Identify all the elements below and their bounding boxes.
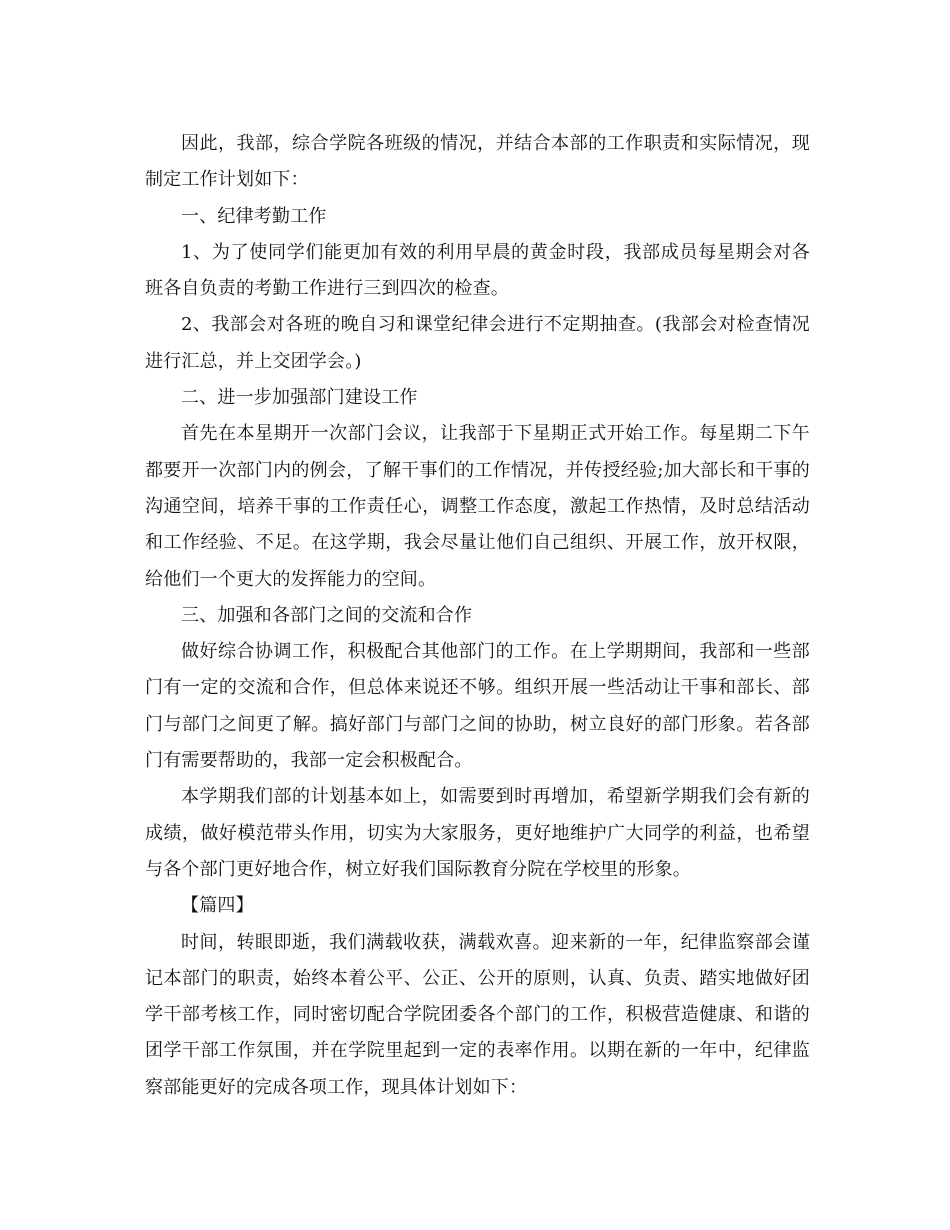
paragraph-department: 首先在本星期开一次部门会议，让我部于下星期正式开始工作。每星期二下午都要开一次部门内的例会，了解干事们的工作情况，并传授经验;加大部长和干事的沟通空间，培养干事的工作责任心，调整工作态度，激起工作热情，及时总结活动和工作经验、不足。在这学期，我会尽量让他们自己组织、开展工作，放开权限，给他们一个更大的发挥能力的空间。: [145, 423, 810, 590]
part-heading-four: 【篇四】: [181, 895, 254, 917]
section-heading-cooperation: 三、加强和各部门之间的交流和合作: [181, 604, 473, 626]
document-body: [145, 126, 810, 1106]
section-heading-department: 二、进一步加强部门建设工作: [181, 387, 418, 409]
section-heading-discipline: 一、纪律考勤工作: [181, 205, 327, 227]
paragraph-intro: 因此，我部，综合学院各班级的情况，并结合本部的工作职责和实际情况，现制定工作计划如下：: [145, 133, 810, 191]
paragraph-cooperation: 做好综合协调工作，积极配合其他部门的工作。在上学期期间，我部和一些部门有一定的交流和合作，但总体来说还不够。组织开展一些活动让干事和部长、部门与部门之间更了解。搞好部门与部门之间的协助，树立良好的部门形象。若各部门有需要帮助的，我部一定会积极配合。: [145, 641, 810, 772]
paragraph-attendance-2: 2、我部会对各班的晚自习和课堂纪律会进行不定期抽查。(我部会对检查情况进行汇总，并上交团学会。): [145, 314, 810, 372]
paragraph-part-four: 时间，转眼即逝，我们满载收获，满载欢喜。迎来新的一年，纪律监察部会谨记本部门的职责，始终本着公平、公正、公开的原则，认真、负责、踏实地做好团学干部考核工作，同时密切配合学院团委各个部门的工作，积极营造健康、和谐的团学干部工作氛围，并在学院里起到一定的表率作用。以期在新的一年中，纪律监察部能更好的完成各项工作，现具体计划如下：: [145, 931, 810, 1098]
paragraph-summary: 本学期我们部的计划基本如上，如需要到时再增加，希望新学期我们会有新的成绩，做好模范带头作用，切实为大家服务，更好地维护广大同学的利益，也希望与各个部门更好地合作，树立好我们国际教育分院在学校里的形象。: [145, 786, 810, 880]
paragraph-attendance-1: 1、为了使同学们能更加有效的利用早晨的黄金时段，我部成员每星期会对各班各自负责的考勤工作进行三到四次的检查。: [145, 241, 810, 300]
